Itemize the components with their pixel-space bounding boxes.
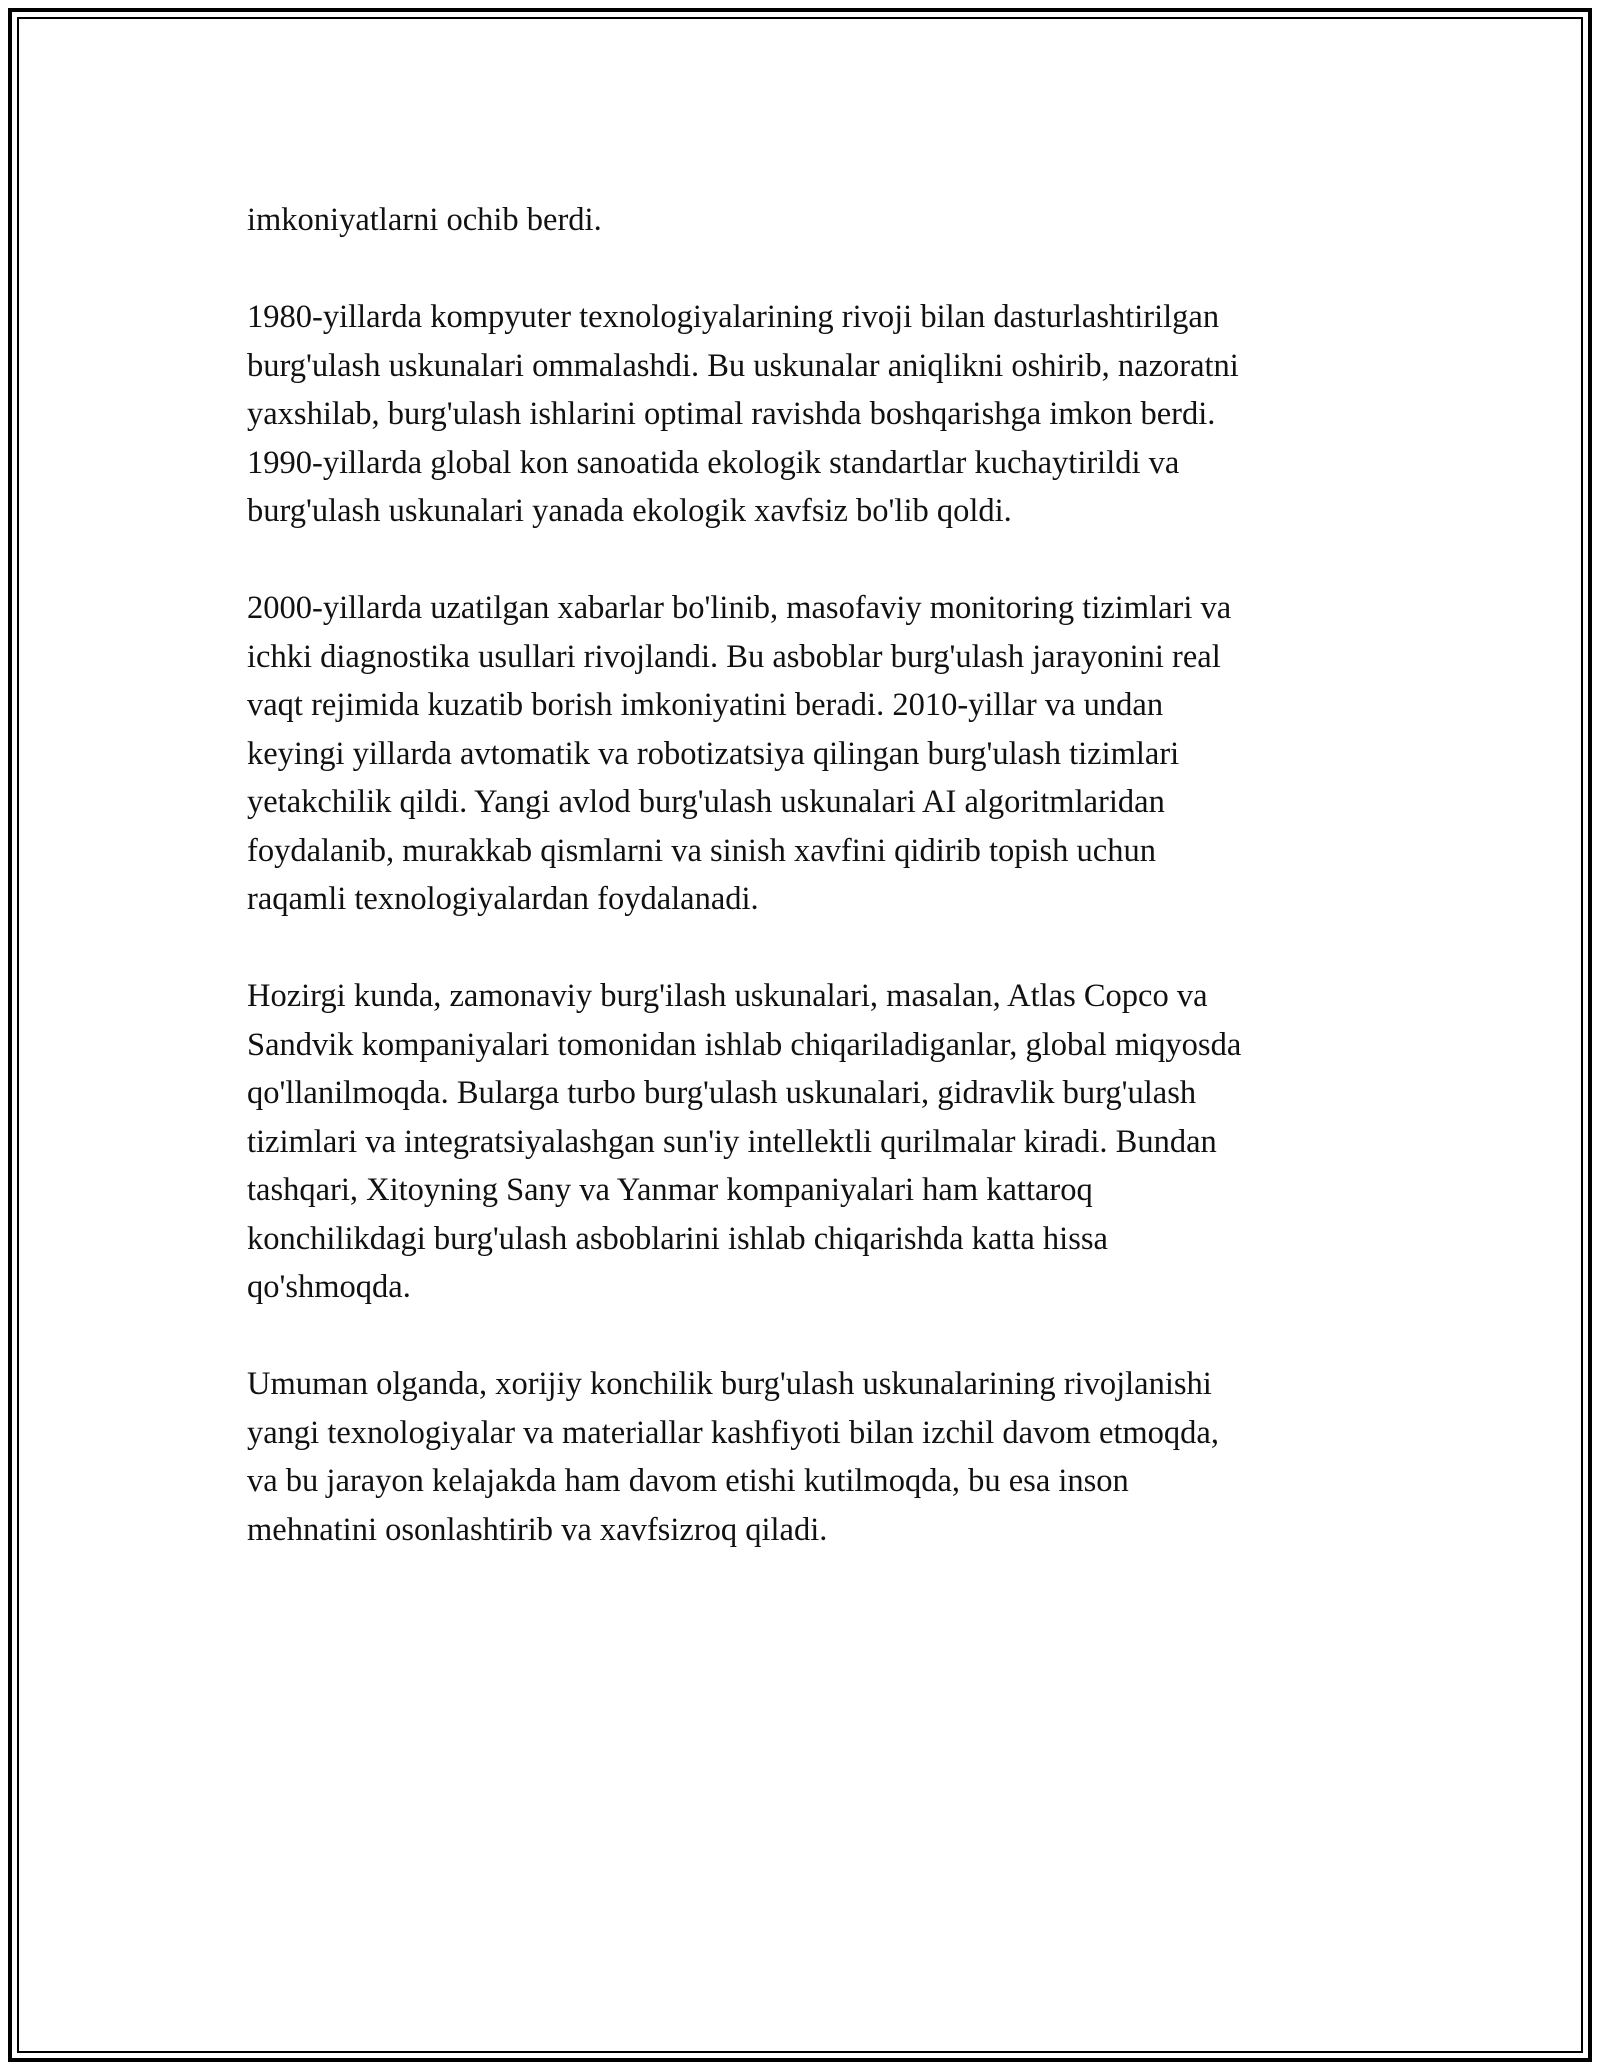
text-line: raqamli texnologiyalardan foydalanadi. [247, 881, 759, 917]
text-line: qo'shmoqda. [247, 1269, 411, 1305]
text-line: vaqt rejimida kuzatib borish imkoniyatini beradi. 2010-yillar va undan [247, 687, 1164, 723]
page-border [8, 8, 1592, 2062]
text-line: ichki diagnostika usullari rivojlandi. Bu asboblar burg'ulash jarayonini real [247, 638, 1221, 675]
text-line: keyingi yillarda avtomatik va robotizatsiya qilingan burg'ulash tizimlari [247, 735, 1180, 772]
paragraph-5 [247, 1360, 1397, 1554]
text-line: qo'llanilmoqda. Bularga turbo burg'ulash uskunalari, gidravlik burg'ulash [247, 1075, 1197, 1111]
text-line: imkoniyatlarni ochib berdi. [247, 202, 602, 238]
paragraph-4 [247, 972, 1397, 1312]
document-body [247, 196, 1397, 1603]
paragraph-1 [247, 196, 1397, 245]
text-line: konchilikdagi burg'ulash asboblarini ishlab chiqarishda katta hissa [247, 1220, 1108, 1257]
text-line: 1980-yillarda kompyuter texnologiyalarining rivoji bilan dasturlashtirilgan [247, 299, 1220, 335]
text-line: tizimlari va integratsiyalashgan sun'iy intellektli qurilmalar kiradi. Bundan [247, 1123, 1217, 1160]
text-line: Sandvik kompaniyalari tomonidan ishlab chiqariladiganlar, global miqyosda [247, 1026, 1242, 1063]
paragraph-3 [247, 584, 1397, 924]
text-line: Umuman olganda, xorijiy konchilik burg'ulash uskunalarining rivojlanishi [247, 1366, 1212, 1402]
text-line: va bu jarayon kelajakda ham davom etishi kutilmoqda, bu esa inson [247, 1463, 1129, 1499]
text-line: 1990-yillarda global kon sanoatida ekologik standartlar kuchaytirildi va [247, 444, 1180, 481]
text-line: yaxshilab, burg'ulash ishlarini optimal ravishda boshqarishga imkon berdi. [247, 396, 1216, 432]
text-line: yangi texnologiyalar va materiallar kashfiyoti bilan izchil davom etmoqda, [247, 1414, 1219, 1451]
text-line: burg'ulash uskunalari ommalashdi. Bu uskunalar aniqlikni oshirib, nazoratni [247, 347, 1239, 384]
text-line: burg'ulash uskunalari yanada ekologik xavfsiz bo'lib qoldi. [247, 493, 1012, 529]
text-line: foydalanib, murakkab qismlarni va sinish xavfini qidirib topish uchun [247, 832, 1156, 869]
text-line: mehnatini osonlashtirib va xavfsizroq qiladi. [247, 1511, 828, 1548]
text-line: 2000-yillarda uzatilgan xabarlar bo'linib, masofaviy monitoring tizimlari va [247, 590, 1232, 626]
text-line: yetakchilik qildi. Yangi avlod burg'ulash uskunalari AI algoritmlaridan [247, 784, 1165, 820]
text-line: tashqari, Xitoyning Sany va Yanmar kompaniyalari ham kattaroq [247, 1172, 1093, 1208]
paragraph-2 [247, 293, 1397, 536]
text-line: Hozirgi kunda, zamonaviy burg'ilash uskunalari, masalan, Atlas Copco va [247, 978, 1208, 1014]
